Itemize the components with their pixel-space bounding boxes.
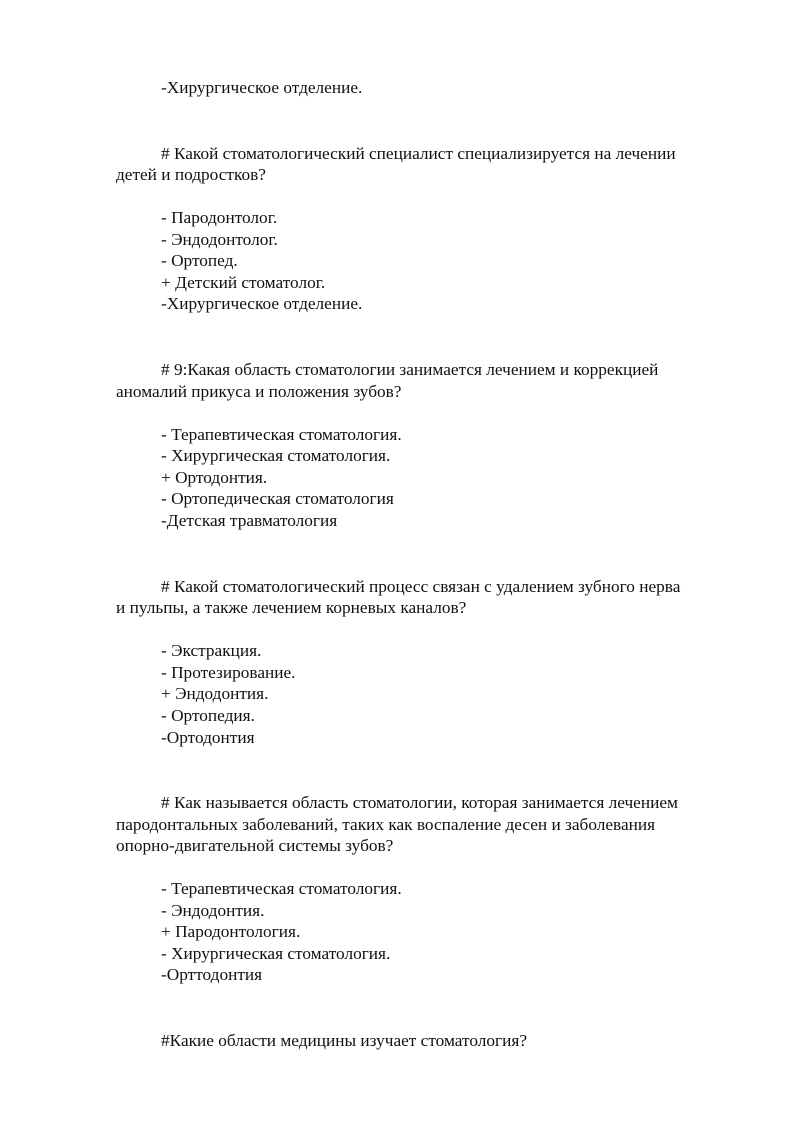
answer-option: -Хирургическое отделение. bbox=[161, 78, 363, 97]
answer-option: -Ортодонтия bbox=[161, 728, 255, 747]
correct-answer-option: + Детский стоматолог. bbox=[161, 273, 326, 292]
question-text-continued: и пульпы, а также лечением корневых каналов? bbox=[116, 598, 467, 617]
answer-option: - Ортопед. bbox=[161, 251, 238, 270]
question-text: # Какой стоматологический специалист специализируется на лечении bbox=[161, 144, 676, 163]
correct-answer-option: + Ортодонтия. bbox=[161, 468, 268, 487]
question-text: #Какие области медицины изучает стоматология? bbox=[161, 1031, 527, 1050]
answer-option: - Эндодонтия. bbox=[161, 901, 265, 920]
answer-option: - Хирургическая стоматология. bbox=[161, 446, 391, 465]
answer-option: - Хирургическая стоматология. bbox=[161, 944, 391, 963]
question-text-continued: опорно-двигательной системы зубов? bbox=[116, 836, 394, 855]
answer-option: - Терапевтическая стоматология. bbox=[161, 425, 402, 444]
answer-option: - Пародонтолог. bbox=[161, 208, 278, 227]
answer-option: - Экстракция. bbox=[161, 641, 262, 660]
answer-option: -Детская травматология bbox=[161, 511, 338, 530]
answer-option: - Ортопедия. bbox=[161, 706, 255, 725]
correct-answer-option: + Эндодонтия. bbox=[161, 684, 269, 703]
answer-option: -Орттодонтия bbox=[161, 965, 263, 984]
answer-option: - Ортопедическая стоматология bbox=[161, 489, 394, 508]
correct-answer-option: + Пародонтология. bbox=[161, 922, 301, 941]
answer-option: - Эндодонтолог. bbox=[161, 230, 278, 249]
question-text-continued: аномалий прикуса и положения зубов? bbox=[116, 382, 402, 401]
answer-option: - Терапевтическая стоматология. bbox=[161, 879, 402, 898]
question-text: # 9:Какая область стоматологии занимается лечением и коррекцией bbox=[161, 360, 659, 379]
answer-option: - Протезирование. bbox=[161, 663, 296, 682]
question-text-continued: пародонтальных заболеваний, таких как воспаление десен и заболевания bbox=[116, 815, 656, 834]
question-text-continued: детей и подростков? bbox=[116, 165, 266, 184]
question-text: # Как называется область стоматологии, которая занимается лечением bbox=[161, 793, 678, 812]
question-text: # Какой стоматологический процесс связан с удалением зубного нерва bbox=[161, 577, 681, 596]
answer-option: -Хирургическое отделение. bbox=[161, 294, 363, 313]
